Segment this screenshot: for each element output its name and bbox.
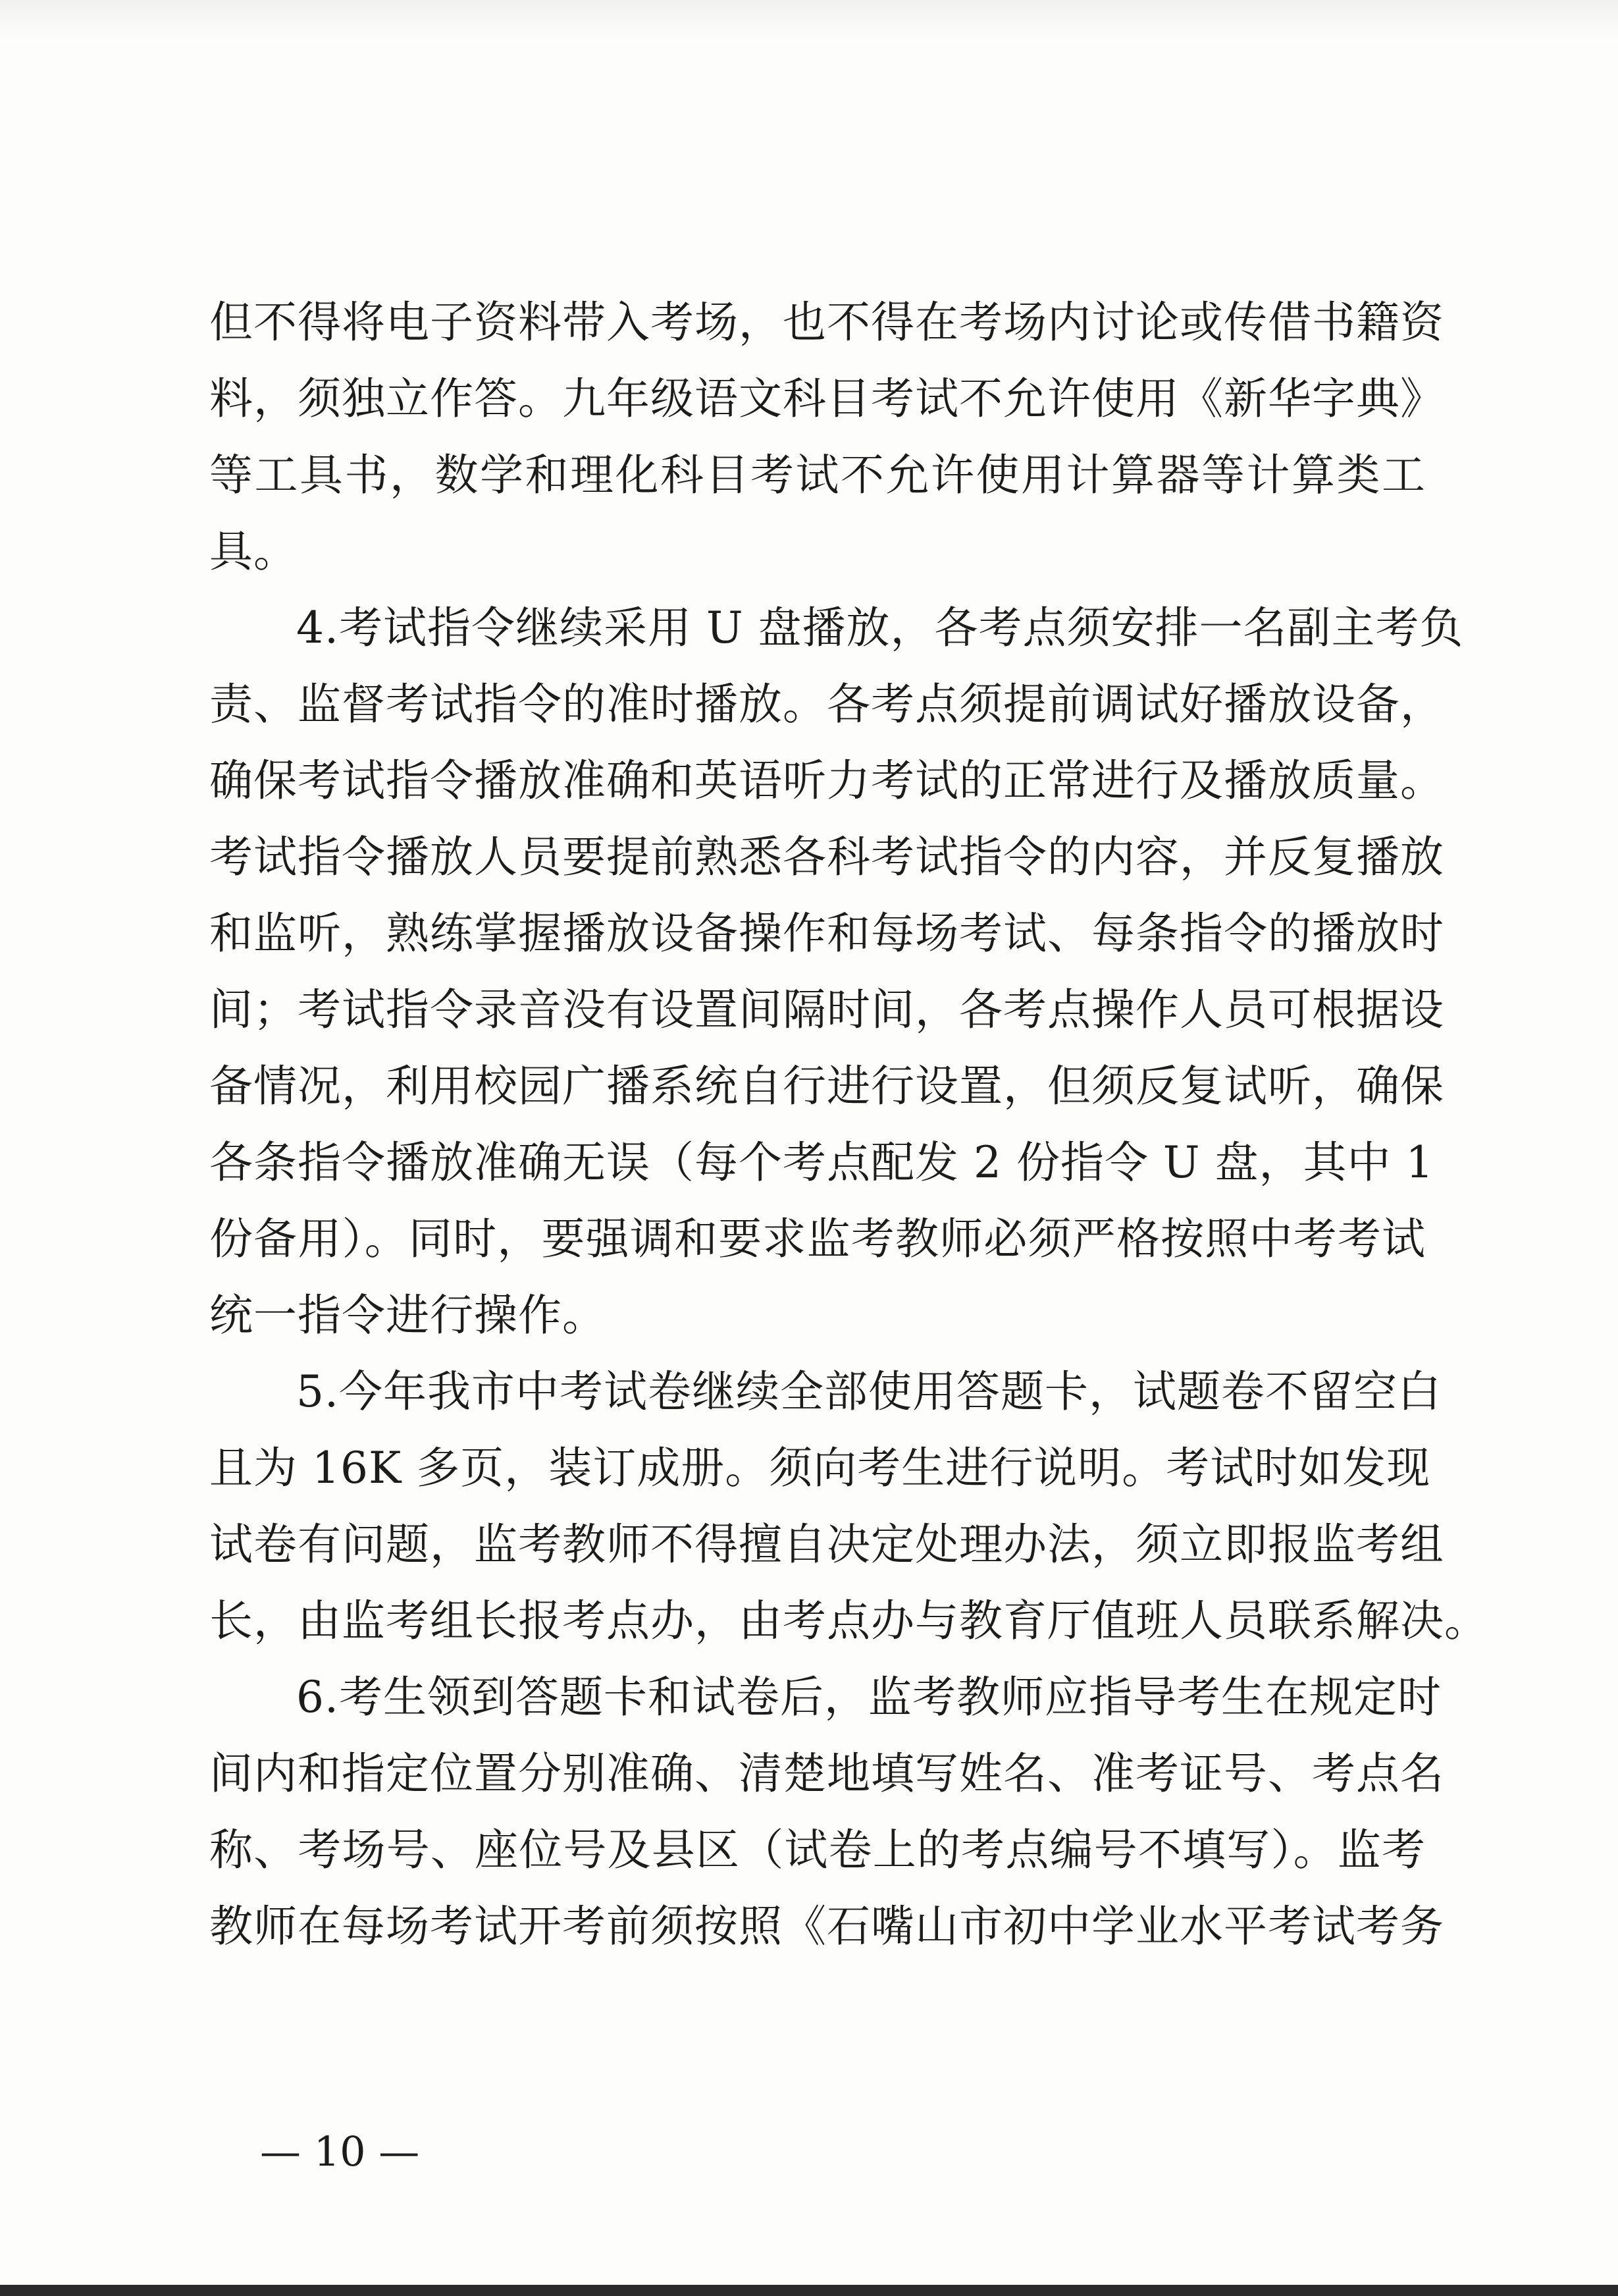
text-line: 统一指令进行操作。 — [209, 1290, 606, 1341]
paragraph-6-start: 6.考生领到答题卡和试卷后，监考教师应指导考生在规定时 — [296, 1672, 1442, 1722]
text-line: 试卷有问题，监考教师不得擅自决定处理办法，须立即报监考组 — [209, 1519, 1444, 1570]
text-line: 但不得将电子资料带入考场，也不得在考场内讨论或传借书籍资 — [209, 297, 1444, 348]
text-line: 具。 — [209, 526, 298, 577]
page-number: — 10 — — [260, 2127, 420, 2176]
text-line: 各条指令播放准确无误（每个考点配发 2 份指令 U 盘，其中 1 — [209, 1137, 1434, 1188]
bleed-through-mark — [698, 5, 777, 22]
text-line: 教师在每场考试开考前须按照《石嘴山市初中学业水平考试考务 — [209, 1901, 1444, 1952]
text-line: 间内和指定位置分别准确、清楚地填写姓名、准考证号、考点名 — [209, 1748, 1444, 1799]
text-line: 和监听，熟练掌握播放设备操作和每场考试、每条指令的播放时 — [209, 908, 1444, 959]
text-line: 料，须独立作答。九年级语文科目考试不允许使用《新华字典》 — [209, 373, 1444, 424]
bleed-through-mark — [816, 5, 908, 22]
text-line: 确保考试指令播放准确和英语听力考试的正常进行及播放质量。 — [209, 755, 1444, 806]
text-line: 备情况，利用校园广播系统自行进行设置，但须反复试听，确保 — [209, 1061, 1444, 1111]
scan-shadow — [0, 0, 1618, 40]
text-line: 份备用）。同时，要强调和要求监考教师必须严格按照中考考试 — [209, 1214, 1426, 1264]
body-text — [209, 284, 1488, 1965]
text-line: 长，由监考组长报考点办，由考点办与教育厅值班人员联系解决。 — [209, 1595, 1488, 1646]
text-line: 等工具书，数学和理化科目考试不允许使用计算器等计算类工 — [209, 450, 1426, 500]
paragraph-4-start: 4.考试指令继续采用 U 盘播放，各考点须安排一名副主考负 — [296, 602, 1464, 653]
text-line: 责、监督考试指令的准时播放。各考点须提前调试好播放设备， — [209, 679, 1444, 730]
paragraph-5-start: 5.今年我市中考试卷继续全部使用答题卡，试题卷不留空白 — [296, 1366, 1442, 1417]
text-line: 间；考试指令录音没有设置间隔时间，各考点操作人员可根据设 — [209, 984, 1444, 1035]
text-line: 考试指令播放人员要提前熟悉各科考试指令的内容，并反复播放 — [209, 832, 1444, 882]
scan-bottom-edge — [0, 2285, 1618, 2296]
text-line: 称、考场号、座位号及县区（试卷上的考点编号不填写）。监考 — [209, 1825, 1426, 1875]
text-line: 且为 16K 多页，装订成册。须向考生进行说明。考试时如发现 — [209, 1443, 1431, 1493]
